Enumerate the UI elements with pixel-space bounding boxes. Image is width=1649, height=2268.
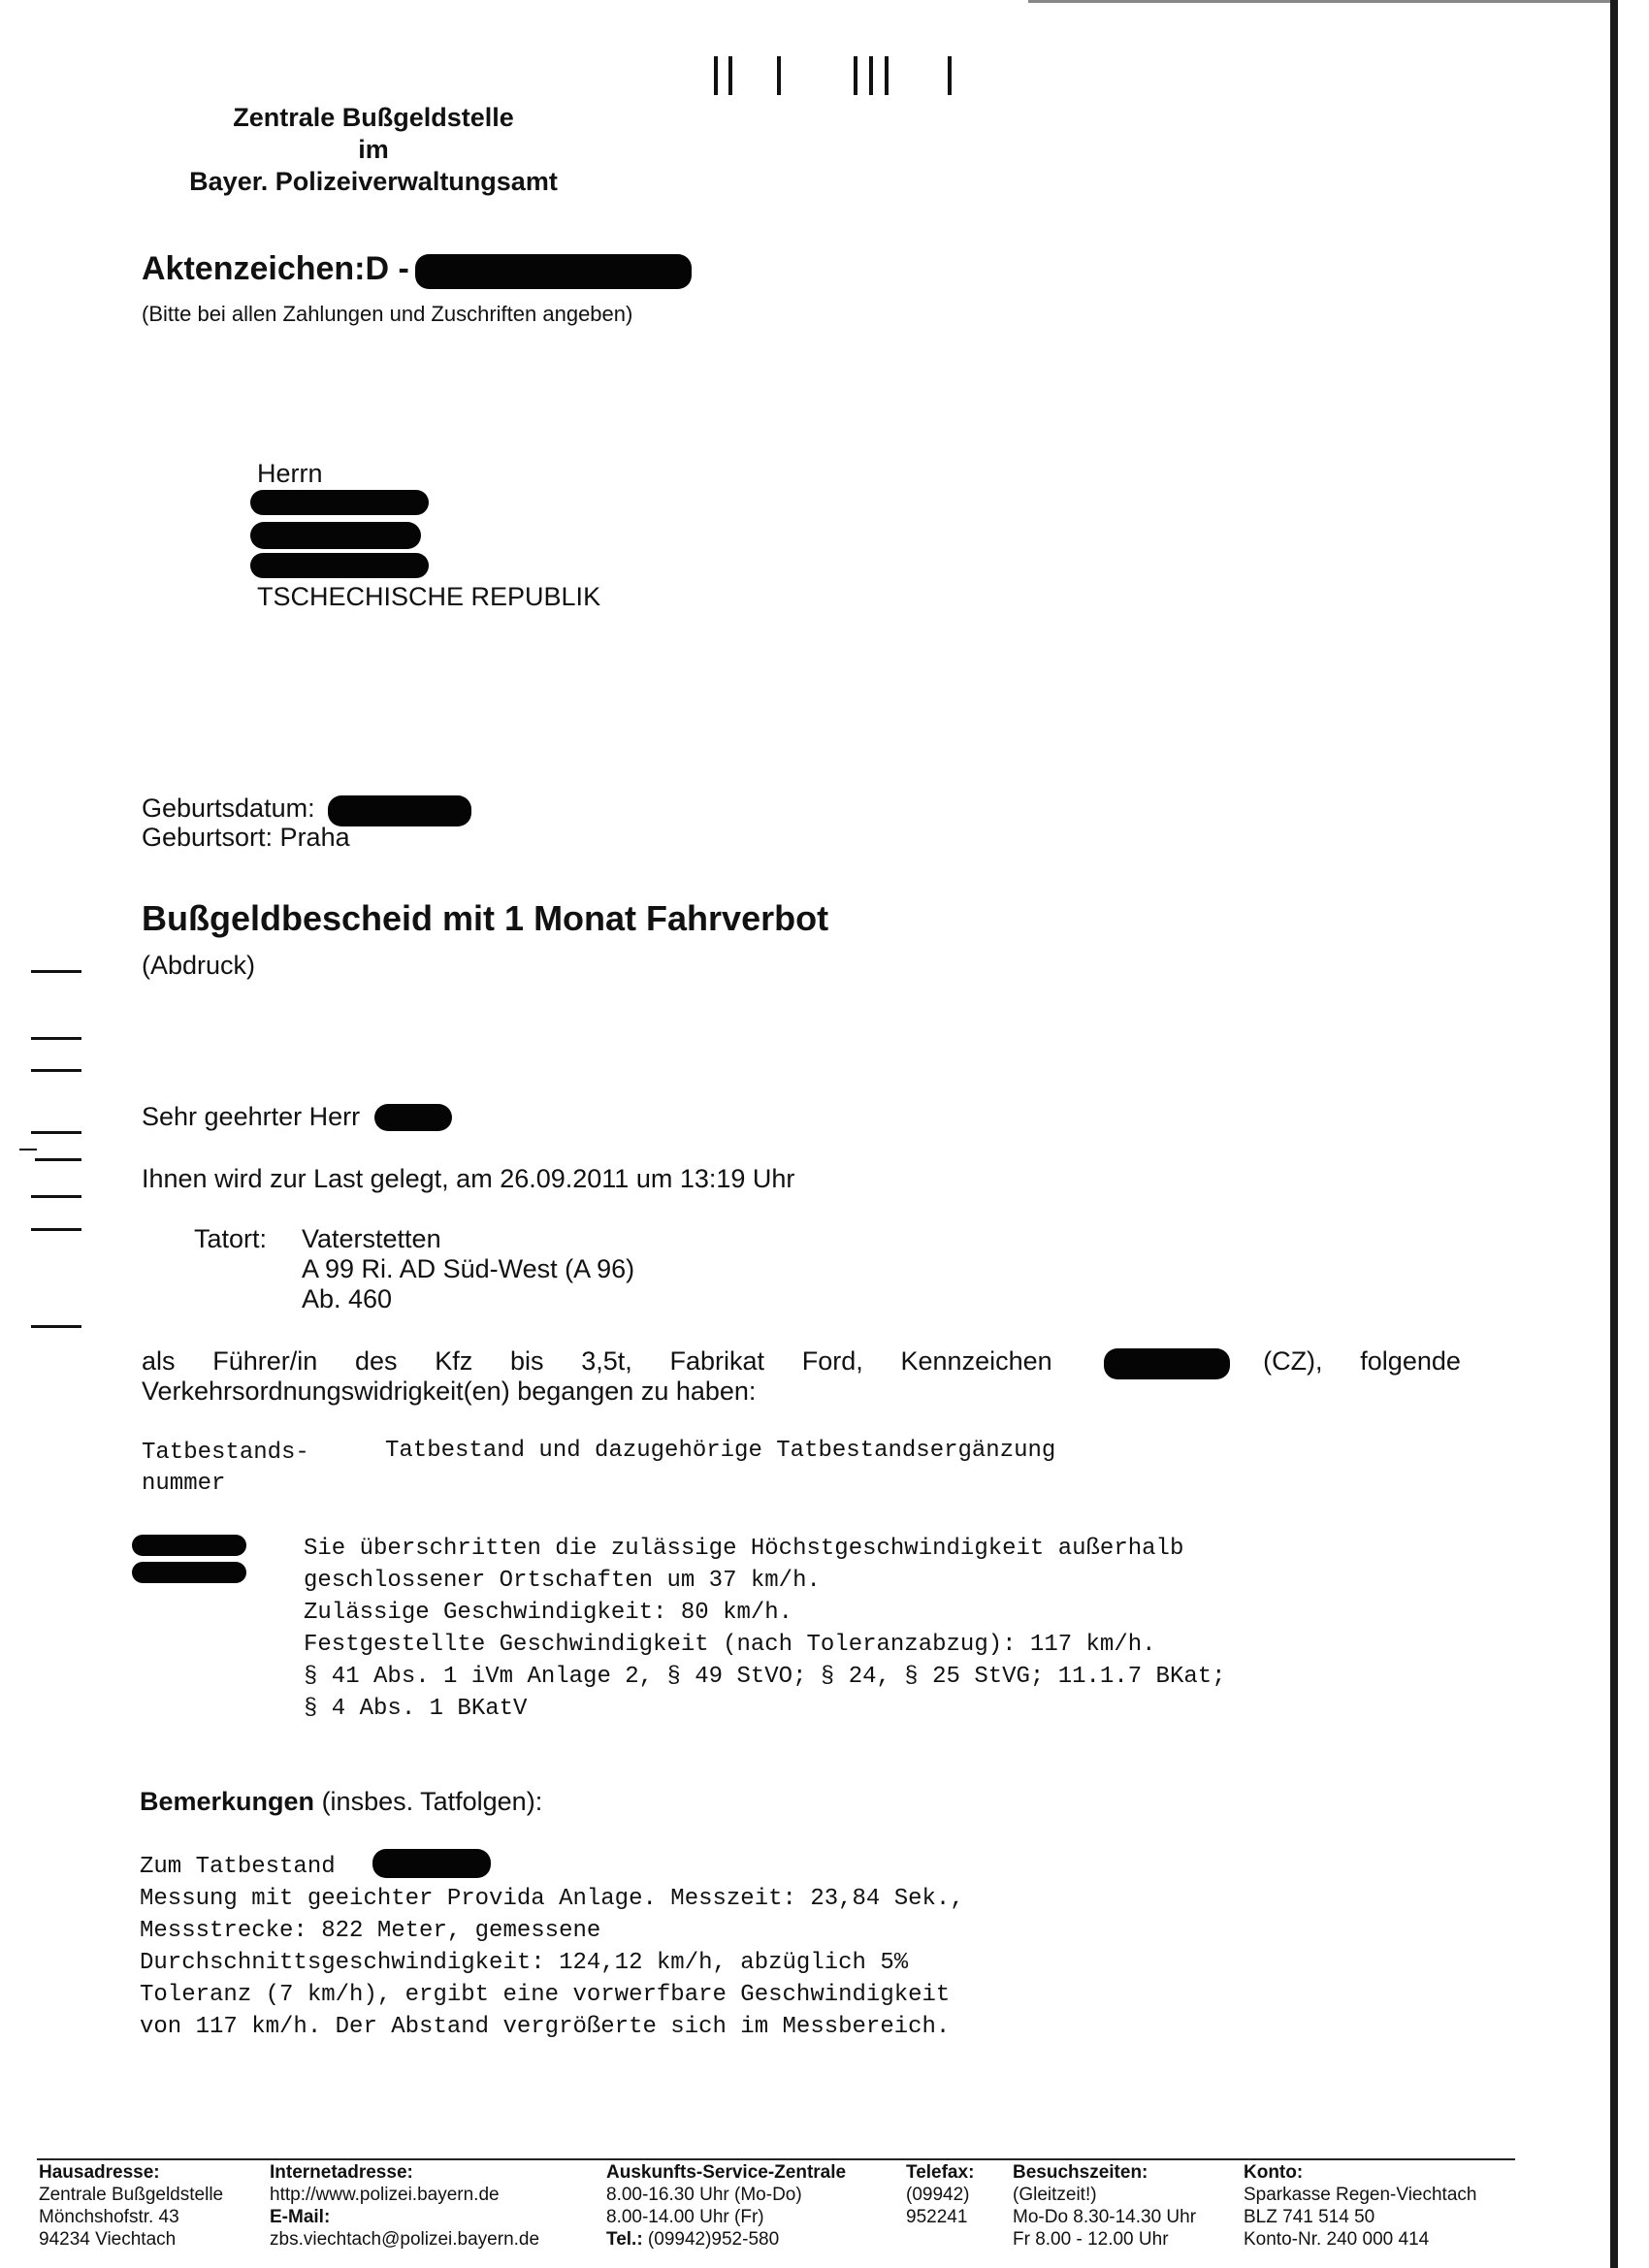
footer-tel-value: (09942)952-580 bbox=[642, 2229, 780, 2250]
vehicle-word: Fabrikat bbox=[669, 1346, 765, 1376]
vehicle-word: 3,5t, bbox=[581, 1346, 632, 1376]
scan-top-edge bbox=[1028, 0, 1610, 3]
vehicle-word: Ford, bbox=[801, 1346, 863, 1376]
footer-service-center bbox=[606, 2161, 846, 2251]
footer-bank-line: BLZ 741 514 50 bbox=[1244, 2207, 1375, 2227]
birth-date-label: Geburtsdatum: bbox=[142, 794, 315, 823]
recipient-country: TSCHECHISCHE REPUBLIK bbox=[257, 582, 601, 611]
place-road: A 99 Ri. AD Süd-West (A 96) bbox=[302, 1254, 635, 1283]
footer-website-link[interactable]: http://www.polizei.bayern.de bbox=[270, 2185, 500, 2205]
footer-internet-header: Internetadresse: bbox=[270, 2162, 413, 2183]
remarks-line: von 117 km/h. Der Abstand vergrößerte sich im Messbereich. bbox=[140, 2014, 951, 2040]
footer-fax-header: Telefax: bbox=[906, 2162, 975, 2183]
offence-number-header bbox=[142, 1438, 309, 1500]
offence-description bbox=[304, 1533, 1226, 1725]
remarks-first-line: Zum Tatbestand bbox=[140, 1854, 336, 1880]
footer-house-address bbox=[39, 2161, 223, 2251]
document-title: Bußgeldbescheid mit 1 Monat Fahrverbot bbox=[142, 898, 829, 938]
footer-house-address-header: Hausadresse: bbox=[39, 2162, 160, 2183]
remarks-line: Durchschnittsgeschwindigkeit: 124,12 km/h, abzüglich 5% bbox=[140, 1950, 909, 1976]
footer-fax bbox=[906, 2161, 974, 2228]
footer-bank-account bbox=[1244, 2161, 1476, 2251]
scan-edge bbox=[1610, 0, 1618, 2268]
offence-line: Sie überschritten die zulässige Höchstgeschwindigkeit außerhalb bbox=[304, 1536, 1184, 1562]
remarks-label-bold: Bemerkungen bbox=[140, 1787, 315, 1816]
authority-connector: im bbox=[358, 135, 389, 164]
footer-email-link[interactable]: zbs.viechtach@polizei.bayern.de bbox=[270, 2229, 540, 2250]
footer-service-hours: 8.00-16.30 Uhr (Mo-Do) bbox=[606, 2185, 802, 2205]
footer-visiting-line: Fr 8.00 - 12.00 Uhr bbox=[1013, 2229, 1169, 2250]
redaction-remarks-offence-number bbox=[372, 1849, 491, 1878]
authority-letterhead bbox=[126, 102, 621, 198]
vehicle-word: des bbox=[355, 1346, 398, 1376]
footer-visiting-header: Besuchszeiten: bbox=[1013, 2162, 1148, 2183]
vehicle-word: Führer/in bbox=[212, 1346, 318, 1376]
footer-service-hours: 8.00-14.00 Uhr (Fr) bbox=[606, 2207, 764, 2227]
footer-fax-line: (09942) bbox=[906, 2185, 970, 2205]
offence-line: Zulässige Geschwindigkeit: 80 km/h. bbox=[304, 1600, 793, 1626]
footer-bank-line: Konto-Nr. 240 000 414 bbox=[1244, 2229, 1430, 2250]
redaction-recipient-name bbox=[250, 490, 429, 515]
redaction-greeting-name bbox=[374, 1104, 452, 1131]
offence-number-header-line1: Tatbestands- bbox=[142, 1440, 309, 1466]
footer-visiting-line: (Gleitzeit!) bbox=[1013, 2185, 1097, 2205]
remarks-text bbox=[140, 1851, 964, 2043]
redaction-case-number bbox=[415, 254, 692, 289]
charge-intro: Ihnen wird zur Last gelegt, am 26.09.2011 um 13:19 Uhr bbox=[142, 1164, 795, 1193]
remarks-line: Messung mit geeichter Provida Anlage. Messzeit: 23,84 Sek., bbox=[140, 1886, 964, 1912]
remarks-label-rest: (insbes. Tatfolgen): bbox=[314, 1787, 543, 1816]
greeting-prefix: Sehr geehrter Herr bbox=[142, 1102, 361, 1131]
place-label: Tatort: bbox=[194, 1224, 268, 1253]
footer-email-header: E-Mail: bbox=[270, 2207, 331, 2227]
footer-divider bbox=[37, 2158, 1515, 2160]
footer-bank-line: Sparkasse Regen-Viechtach bbox=[1244, 2185, 1477, 2205]
case-reference-hint: (Bitte bei allen Zahlungen und Zuschriften angeben) bbox=[142, 302, 633, 326]
footer-service-phone bbox=[606, 2228, 846, 2251]
remarks-line: Messstrecke: 822 Meter, gemessene bbox=[140, 1918, 601, 1944]
vehicle-word: Kfz bbox=[435, 1346, 473, 1376]
offence-description-header: Tatbestand und dazugehörige Tatbestandsergänzung bbox=[385, 1438, 1056, 1464]
authority-office: Bayer. Polizeiverwaltungsamt bbox=[189, 167, 558, 196]
vehicle-word: bis bbox=[510, 1346, 544, 1376]
offence-line: § 4 Abs. 1 BKatV bbox=[304, 1696, 528, 1722]
redaction-offence-number-2 bbox=[132, 1562, 246, 1583]
vehicle-word: Kennzeichen bbox=[900, 1346, 1052, 1376]
recipient-salutation: Herrn bbox=[257, 459, 323, 488]
footer-house-address-line: Zentrale Bußgeldstelle bbox=[39, 2185, 224, 2205]
offence-line: Festgestellte Geschwindigkeit (nach Toleranzabzug): 117 km/h. bbox=[304, 1632, 1156, 1658]
offence-number-header-line2: nummer bbox=[142, 1471, 226, 1497]
remarks-label bbox=[140, 1787, 542, 1817]
authority-name: Zentrale Bußgeldstelle bbox=[233, 103, 514, 132]
footer-service-header: Auskunfts-Service-Zentrale bbox=[606, 2162, 847, 2183]
footer-house-address-line: 94234 Viechtach bbox=[39, 2229, 177, 2250]
footer-house-address-line: Mönchshofstr. 43 bbox=[39, 2207, 179, 2227]
vehicle-statement-line2: Verkehrsordnungswidrigkeit(en) begangen zu haben: bbox=[142, 1377, 757, 1406]
offence-line: geschlossener Ortschaften um 37 km/h. bbox=[304, 1568, 821, 1594]
redaction-recipient-street bbox=[250, 522, 421, 549]
redaction-recipient-city bbox=[250, 553, 429, 578]
place-section: Ab. 460 bbox=[302, 1284, 393, 1313]
footer-fax-line: 952241 bbox=[906, 2207, 968, 2227]
redaction-license-plate bbox=[1104, 1348, 1230, 1379]
case-reference-label: Aktenzeichen:D - bbox=[142, 250, 409, 287]
place-town: Vaterstetten bbox=[302, 1224, 441, 1253]
footer-internet bbox=[270, 2161, 539, 2251]
vehicle-country-code: (CZ), bbox=[1263, 1346, 1323, 1376]
offence-line: § 41 Abs. 1 iVm Anlage 2, § 49 StVO; § 24, § 25 StVG; 11.1.7 BKat; bbox=[304, 1664, 1226, 1690]
footer-visiting-line: Mo-Do 8.30-14.30 Uhr bbox=[1013, 2207, 1197, 2227]
footer-visiting-hours bbox=[1013, 2161, 1196, 2251]
footer-bank-header: Konto: bbox=[1244, 2162, 1304, 2183]
vehicle-statement bbox=[142, 1346, 1461, 1407]
redaction-offence-number-1 bbox=[132, 1535, 246, 1556]
document-subtitle: (Abdruck) bbox=[142, 951, 256, 980]
vehicle-word: folgende bbox=[1360, 1346, 1461, 1376]
birth-place: Geburtsort: Praha bbox=[142, 823, 350, 852]
vehicle-word: als bbox=[142, 1346, 176, 1376]
remarks-line: Toleranz (7 km/h), ergibt eine vorwerfbare Geschwindigkeit bbox=[140, 1982, 951, 2008]
footer-tel-label: Tel.: bbox=[606, 2229, 643, 2250]
place-details bbox=[302, 1224, 634, 1314]
